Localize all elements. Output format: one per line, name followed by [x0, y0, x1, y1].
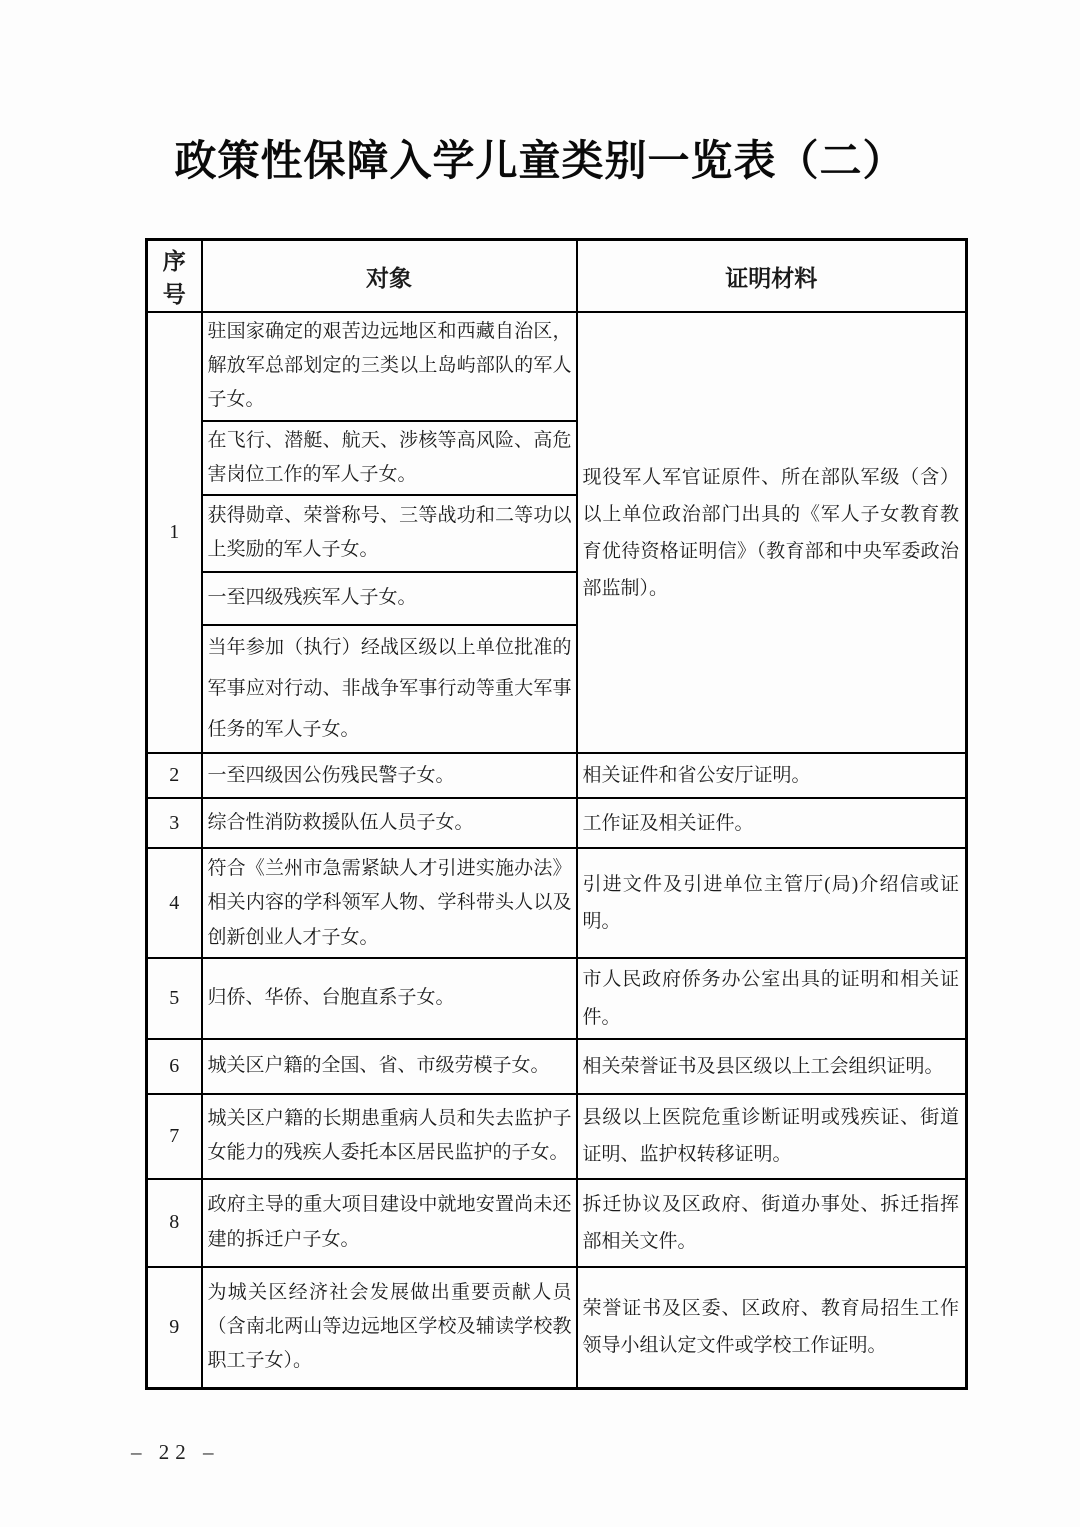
header-subject: 对象 [202, 240, 577, 313]
proof-cell: 现役军人军官证原件、所在部队军级（含）以上单位政治部门出具的《军人子女教育教育优待资格证明信》（教育部和中央军委政治部监制）。 [577, 312, 967, 753]
header-proof: 证明材料 [577, 240, 967, 313]
table-row [147, 798, 967, 848]
subject-cell: 归侨、华侨、台胞直系子女。 [202, 958, 577, 1038]
row-index: 9 [147, 1267, 202, 1389]
proof-cell: 相关证件和省公安厅证明。 [577, 753, 967, 798]
row-index: 6 [147, 1039, 202, 1094]
subject-cell: 城关区户籍的全国、省、市级劳模子女。 [202, 1039, 577, 1094]
proof-cell: 荣誉证书及区委、区政府、教育局招生工作领导小组认定文件或学校工作证明。 [577, 1267, 967, 1389]
row-index: 4 [147, 848, 202, 958]
row-index: 8 [147, 1179, 202, 1267]
table-row [147, 312, 967, 421]
page-number: – 22 – [131, 1440, 220, 1464]
row-index: 7 [147, 1094, 202, 1179]
proof-cell: 相关荣誉证书及县区级以上工会组织证明。 [577, 1039, 967, 1094]
subject-cell: 为城关区经济社会发展做出重要贡献人员（含南北两山等边远地区学校及辅读学校教职工子女）。 [202, 1267, 577, 1389]
table-row [147, 1267, 967, 1389]
row-index: 5 [147, 958, 202, 1038]
subject-cell: 综合性消防救援队伍人员子女。 [202, 798, 577, 848]
table-header-row [147, 240, 967, 313]
subject-cell: 政府主导的重大项目建设中就地安置尚未还建的拆迁户子女。 [202, 1179, 577, 1267]
subject-cell: 一至四级因公伤残民警子女。 [202, 753, 577, 798]
proof-cell: 拆迁协议及区政府、街道办事处、拆迁指挥部相关文件。 [577, 1179, 967, 1267]
subject-cell: 获得勋章、荣誉称号、三等战功和二等功以上奖励的军人子女。 [202, 495, 577, 572]
table-row [147, 848, 967, 958]
proof-cell: 县级以上医院危重诊断证明或残疾证、街道证明、监护权转移证明。 [577, 1094, 967, 1179]
table-row [147, 1179, 967, 1267]
proof-cell: 市人民政府侨务办公室出具的证明和相关证件。 [577, 958, 967, 1038]
subject-cell: 当年参加（执行）经战区级以上单位批准的军事应对行动、非战争军事行动等重大军事任务的军人子女。 [202, 625, 577, 754]
subject-cell: 符合《兰州市急需紧缺人才引进实施办法》相关内容的学科领军人物、学科带头人以及创新创业人才子女。 [202, 848, 577, 958]
table-row [147, 753, 967, 798]
proof-cell: 工作证及相关证件。 [577, 798, 967, 848]
subject-cell: 在飞行、潜艇、航天、涉核等高风险、高危害岗位工作的军人子女。 [202, 421, 577, 495]
row-index: 1 [147, 312, 202, 753]
page-title: 政策性保障入学儿童类别一览表（二） [174, 137, 906, 184]
row-index: 3 [147, 798, 202, 848]
table-row [147, 1039, 967, 1094]
proof-cell: 引进文件及引进单位主管厅(局)介绍信或证明。 [577, 848, 967, 958]
category-table [145, 238, 968, 1390]
table-row [147, 958, 967, 1038]
header-index: 序号 [147, 240, 202, 313]
subject-cell: 驻国家确定的艰苦边远地区和西藏自治区，解放军总部划定的三类以上岛屿部队的军人子女。 [202, 312, 577, 421]
row-index: 2 [147, 753, 202, 798]
table-row [147, 1094, 967, 1179]
subject-cell: 一至四级残疾军人子女。 [202, 572, 577, 625]
subject-cell: 城关区户籍的长期患重病人员和失去监护子女能力的残疾人委托本区居民监护的子女。 [202, 1094, 577, 1179]
